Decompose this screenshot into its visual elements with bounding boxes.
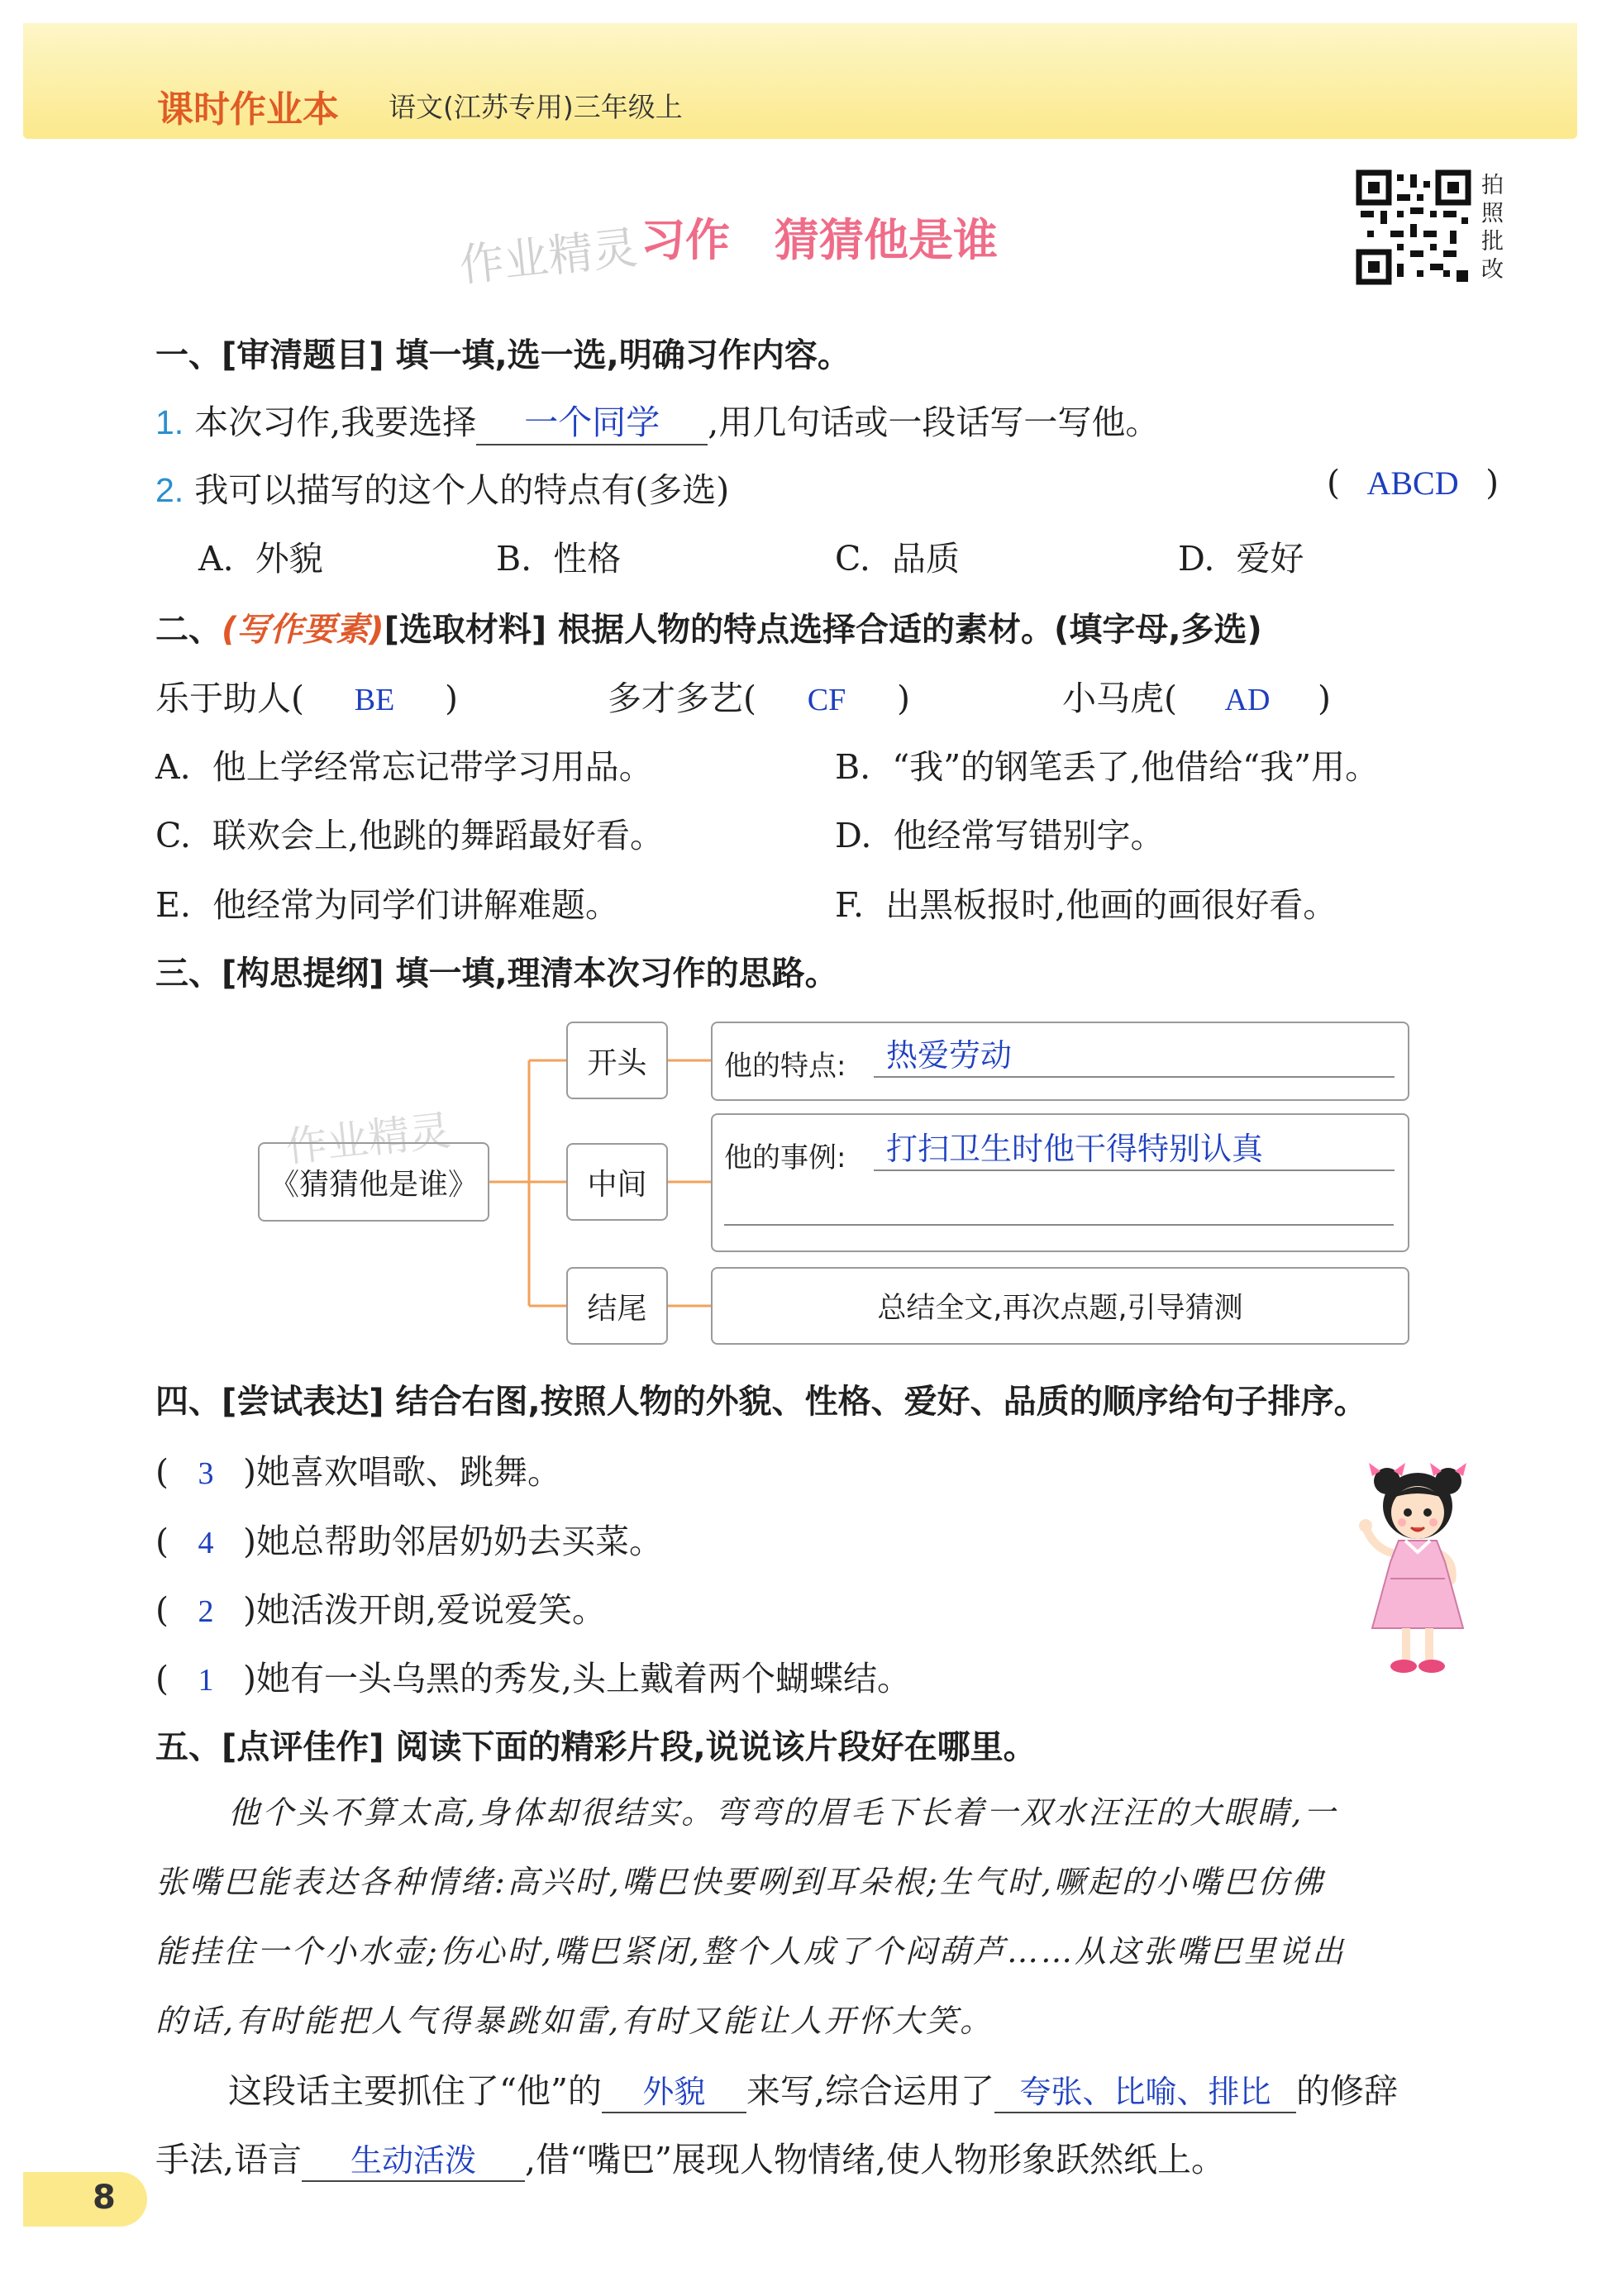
page-number: 8 [93, 2179, 116, 2217]
page-number-tab [23, 2172, 147, 2227]
s5-answer-line-1 [228, 2064, 1398, 2113]
s4-item-1: ( 3 )她喜欢唱歌、跳舞。 [155, 1452, 561, 1492]
outline-node-middle [566, 1143, 668, 1221]
section-4-heading: 四、[尝试表达] 结合右图,按照人物的外貌、性格、爱好、品质的顺序给句子排序。 [155, 1383, 1367, 1421]
s5-text: 来写,综合运用了 [746, 2071, 994, 2111]
outline-watermark: 作业精灵 [283, 1106, 453, 1172]
s2-choice-b: B. “我”的钢笔丢了,他借给“我”用。 [835, 747, 1380, 787]
detail-text: 总结全文,再次点题,引导猜测 [877, 1292, 1243, 1325]
trait-label: 小马虎( [1062, 679, 1177, 718]
section-1-heading: 一、[审清题目] 填一填,选一选,明确习作内容。 [155, 336, 851, 374]
s1-option-b: B. 性格 [496, 539, 622, 579]
paren-right: ) [445, 679, 458, 718]
s1-option-d: D. 爱好 [1178, 539, 1304, 579]
girl-illustration [1347, 1455, 1488, 1686]
detail-prompt: 他的特点: [724, 1050, 846, 1083]
s2-choice-c: C. 联欢会上,他跳的舞蹈最好看。 [155, 816, 665, 855]
node-label: 结尾 [587, 1291, 647, 1326]
q1-number: 1. [155, 403, 184, 441]
passage-line: 能挂住一个小水壶;伤心时,嘴巴紧闭,整个人成了个闷葫芦……从这张嘴巴里说出 [155, 1933, 1346, 1970]
detail-answer[interactable]: 打扫卫生时他干得特别认真 [886, 1131, 1264, 1167]
sentence: )她喜欢唱歌、跳舞。 [243, 1452, 561, 1492]
s5-answer-focus[interactable]: 外貌 [602, 2066, 746, 2113]
trait-label: 乐于助人( [155, 679, 304, 718]
outline-detail-end [711, 1267, 1409, 1345]
s5-answer-language[interactable]: 生动活泼 [302, 2135, 525, 2182]
paren-right: ) [1485, 463, 1499, 503]
section-3-heading: 三、[构思提纲] 填一填,理清本次习作的思路。 [155, 955, 838, 993]
s2-choice-e: E. 他经常为同学们讲解难题。 [155, 885, 620, 925]
detail-prompt: 他的事例: [724, 1141, 846, 1174]
s2-heading-text: [选取材料] 根据人物的特点选择合适的素材。(填字母,多选) [384, 611, 1262, 649]
q2-prompt: 我可以描写的这个人的特点有(多选) [194, 470, 730, 510]
q1-prompt: 本次习作,我要选择 [194, 403, 477, 442]
sentence: )她有一头乌黑的秀发,头上戴着两个蝴蝶结。 [243, 1659, 912, 1698]
passage-line: 的话,有时能把人气得暴跳如雷,有时又能让人开怀大笑。 [155, 2003, 994, 2039]
order-answer[interactable]: 1 [198, 1663, 214, 1698]
outline-root-label: 《猜猜他是谁》 [269, 1167, 478, 1202]
paren-right: ) [897, 679, 910, 718]
section-5-heading: 五、[点评佳作] 阅读下面的精彩片段,说说该片段好在哪里。 [155, 1728, 1037, 1766]
order-answer[interactable]: 3 [198, 1456, 214, 1491]
trait-answer[interactable]: AD [1224, 683, 1271, 717]
s2-choice-a: A. 他上学经常忘记带学习用品。 [155, 747, 653, 787]
watermark: 作业精灵 [456, 221, 641, 293]
q2-answer: ABCD [1366, 464, 1459, 502]
order-answer[interactable]: 2 [198, 1594, 214, 1629]
s4-item-2: ( 4 )她总帮助邻居奶奶去买菜。 [155, 1522, 663, 1561]
book-title: 课时作业本 [157, 88, 339, 131]
detail-answer[interactable]: 热爱劳动 [886, 1037, 1013, 1074]
s4-item-4: ( 1 )她有一头乌黑的秀发,头上戴着两个蝴蝶结。 [155, 1659, 912, 1698]
q2-number: 2. [155, 471, 184, 509]
answer-line [724, 1224, 1394, 1226]
node-label: 中间 [587, 1167, 647, 1202]
trait-label: 多才多艺( [608, 679, 756, 718]
answer-line [874, 1076, 1395, 1078]
outline-node-end [566, 1267, 668, 1345]
passage-line: 张嘴巴能表达各种情绪:高兴时,嘴巴快要咧到耳朵根;生气时,噘起的小嘴巴仿佛 [155, 1864, 1325, 1900]
page-title: 习作 猜猜他是谁 [641, 214, 998, 266]
s4-item-3: ( 2 )她活泼开朗,爱说爱笑。 [155, 1590, 607, 1630]
node-label: 开头 [587, 1046, 647, 1080]
trait-answer[interactable]: BE [354, 683, 395, 717]
trait-answer[interactable]: CF [807, 683, 846, 717]
s1-option-a: A. 外貌 [198, 539, 323, 579]
outline-detail-middle [711, 1113, 1409, 1252]
q1-tail: ,用几句话或一段话写一写他。 [708, 403, 1160, 442]
paren-left: ( [1327, 463, 1340, 503]
s5-text: ,借“嘴巴”展现人物情绪,使人物形象跃然纸上。 [525, 2140, 1226, 2179]
order-answer[interactable]: 4 [198, 1526, 214, 1560]
s5-answer-rhetoric[interactable]: 夸张、比喻、排比 [994, 2066, 1296, 2113]
s5-text: 手法,语言 [155, 2140, 303, 2179]
writing-element-tag: (写作要素) [222, 611, 384, 649]
s2-prefix: 二、 [155, 611, 222, 649]
outline-detail-start [711, 1022, 1409, 1101]
s1-option-c: C. 品质 [835, 539, 961, 579]
q1-answer-blank[interactable]: 一个同学 [476, 395, 708, 445]
s2-choice-d: D. 他经常写错别字。 [835, 816, 1165, 855]
s2-choice-f: F. 出黑板报时,他画的画很好看。 [835, 885, 1337, 925]
answer-line [874, 1169, 1395, 1171]
s5-answer-line-2 [155, 2132, 1225, 2182]
subject-label: 语文(江苏专用)三年级上 [389, 91, 683, 123]
sentence: )她总帮助邻居奶奶去买菜。 [243, 1522, 663, 1561]
s5-text: 的修辞 [1295, 2071, 1398, 2111]
s5-text: 这段话主要抓住了“他”的 [228, 2071, 602, 2111]
paren-right: ) [1318, 679, 1331, 718]
outline-node-start [566, 1022, 668, 1099]
qr-label: 拍照批改 [1481, 173, 1504, 283]
passage-line: 他个头不算太高,身体却很结实。弯弯的眉毛下长着一双水汪汪的大眼睛,一 [228, 1794, 1338, 1831]
sentence: )她活泼开朗,爱说爱笑。 [243, 1590, 607, 1630]
